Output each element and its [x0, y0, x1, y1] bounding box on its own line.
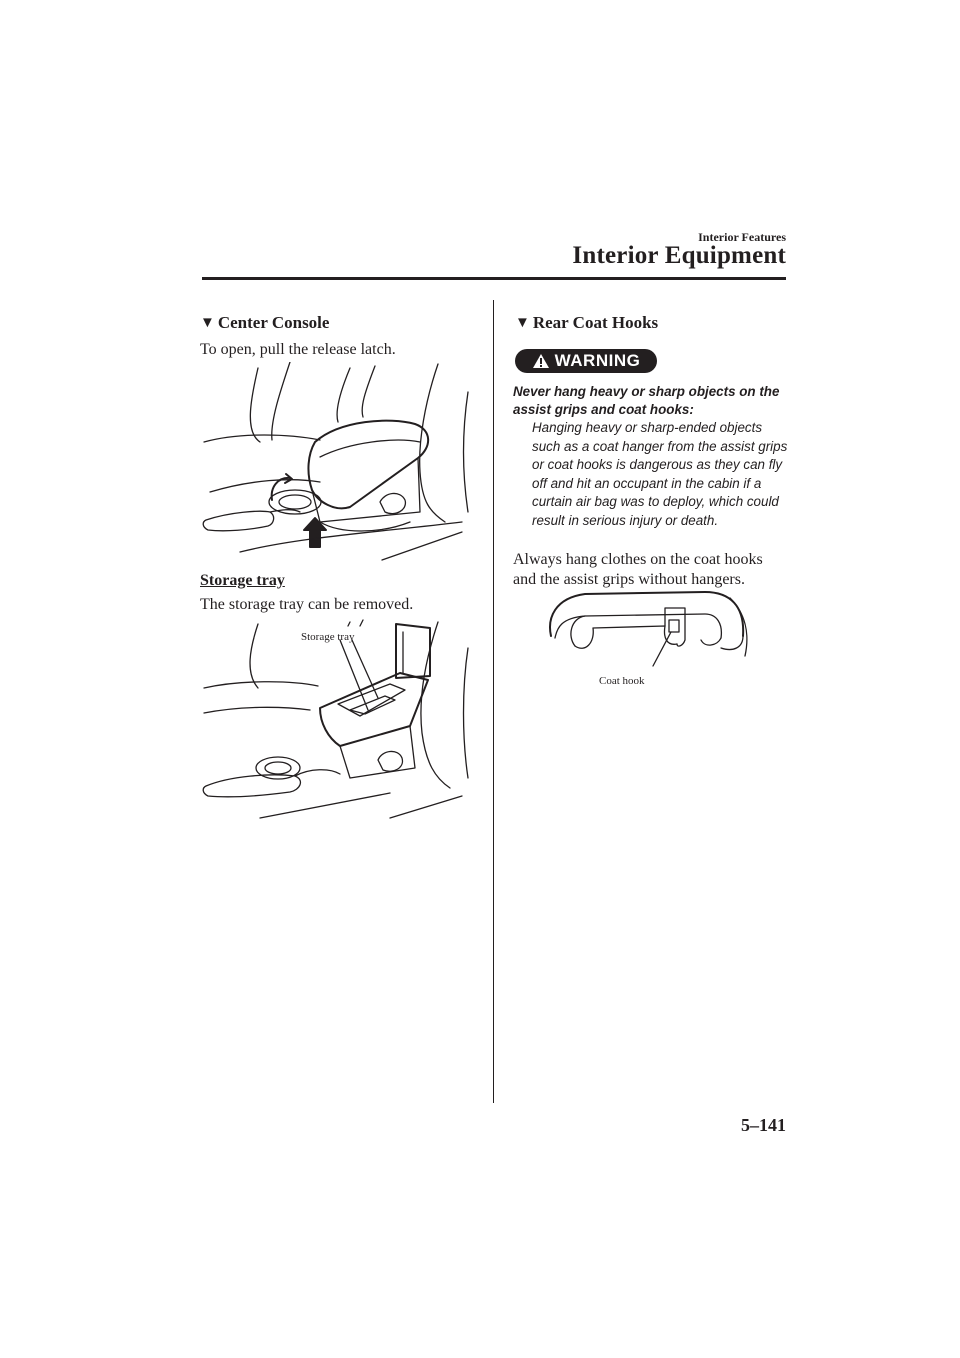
storage-tray-text: The storage tray can be removed. [200, 596, 414, 613]
chapter-label: Interior Features [698, 230, 786, 244]
page-title: Interior Equipment [572, 242, 786, 269]
storage-tray-heading: Storage tray [200, 572, 285, 589]
warning-lead-text: Never hang heavy or sharp objects on the assist grips and coat hooks: [513, 384, 780, 417]
center-console-text: To open, pull the release latch. [200, 341, 396, 358]
warning-label: WARNING [554, 351, 641, 370]
column-divider [493, 300, 494, 1103]
warning-badge [515, 349, 657, 373]
center-console-illustration [200, 362, 470, 564]
center-console-title: Center Console [217, 313, 330, 332]
rear-coat-hooks-title: Rear Coat Hooks [532, 313, 659, 332]
storage-tray-illustration [200, 618, 470, 823]
storage-tray-callout: Storage tray [301, 631, 355, 643]
rear-coat-hooks-heading [515, 313, 658, 333]
section-triangle-icon: ▼ [200, 315, 215, 331]
header-divider [202, 277, 786, 280]
coat-hook-illustration [545, 588, 760, 688]
center-console-heading [200, 313, 329, 333]
warning-body-text: Hanging heavy or sharp-ended objects such as a coat hanger from the assist grips or coat hooks is dangerous as they can fly off and hit an occupant in the cabin if a curtain air bag was to deploy, which could result in serious injury or death. [532, 420, 788, 528]
warning-triangle-icon [532, 353, 550, 369]
page-number: 5–141 [741, 1115, 786, 1135]
section-triangle-icon: ▼ [515, 315, 530, 331]
coat-hooks-text: Always hang clothes on the coat hooks and the assist grips without hangers. [513, 551, 763, 588]
coat-hook-callout: Coat hook [599, 675, 645, 687]
